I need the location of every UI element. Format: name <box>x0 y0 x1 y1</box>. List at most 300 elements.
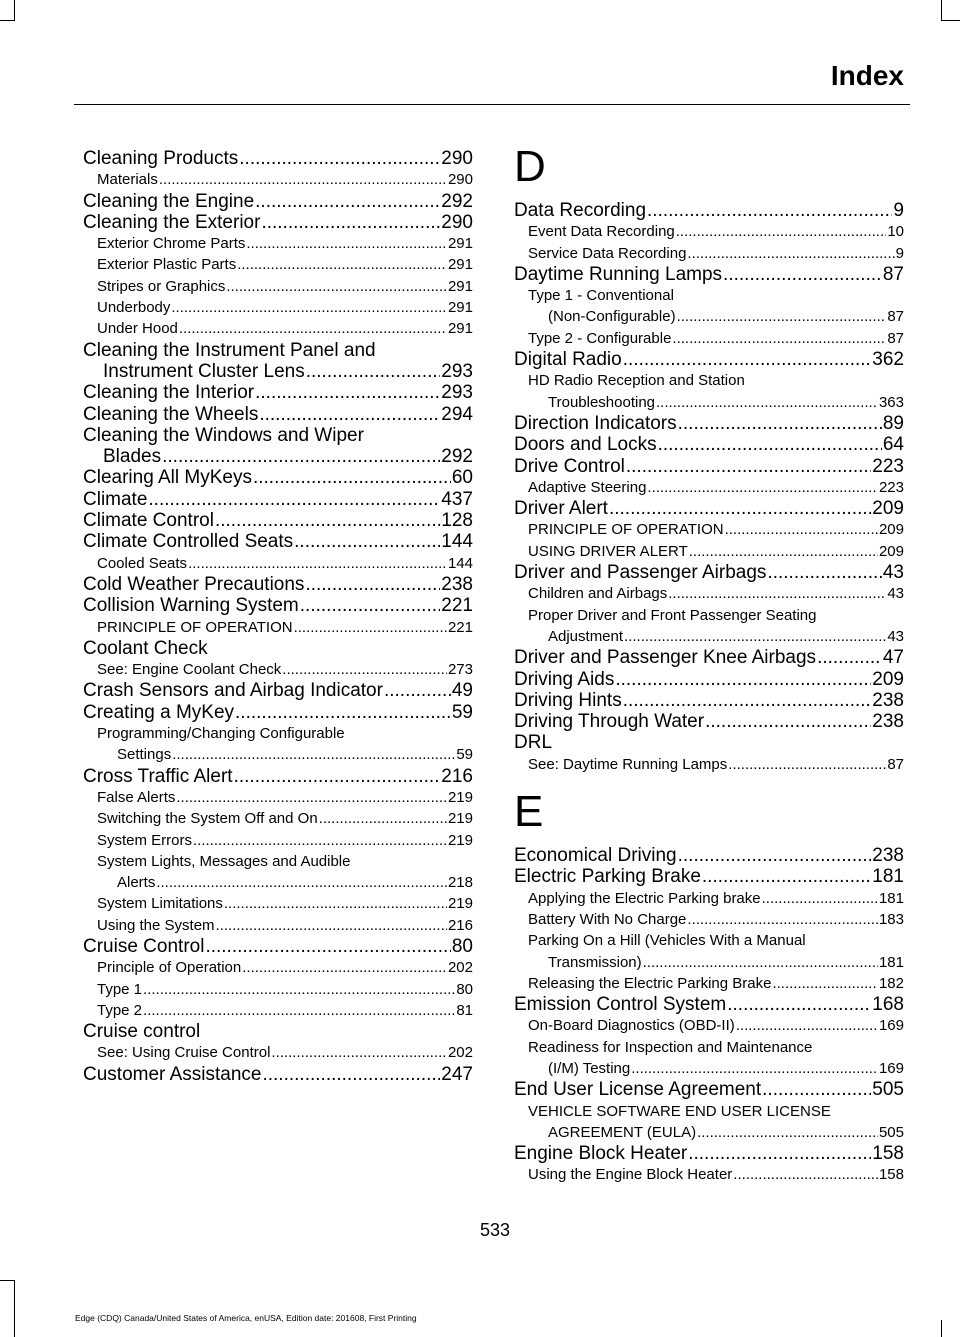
dot-leader <box>171 297 447 318</box>
dot-leader <box>762 1079 871 1100</box>
index-entry <box>514 264 904 285</box>
entry-page-ref[interactable]: 223 <box>878 478 904 496</box>
dot-leader <box>727 994 871 1015</box>
entry-term: Stripes or Graphics <box>97 277 226 295</box>
entry-page-ref[interactable]: 209 <box>872 498 904 520</box>
entry-term: See: Engine Coolant Check <box>97 661 282 679</box>
dot-leader <box>305 574 440 595</box>
entry-page-ref[interactable]: 209 <box>878 521 904 539</box>
entry-term: Exterior Chrome Parts <box>97 235 246 253</box>
entry-term: Service Data Recording <box>528 244 687 262</box>
dot-leader <box>148 489 440 510</box>
entry-page-ref[interactable]: 238 <box>872 689 904 711</box>
dot-leader <box>143 979 455 1000</box>
dot-leader <box>624 626 886 647</box>
dot-leader <box>294 531 440 552</box>
dot-leader <box>626 456 871 477</box>
dot-leader <box>262 1064 440 1085</box>
entry-page-ref[interactable]: 87 <box>887 308 904 326</box>
entry-term: Driving Hints <box>514 689 622 711</box>
index-subentry <box>83 1000 473 1021</box>
index-subentry <box>83 957 473 978</box>
entry-term: Customer Assistance <box>83 1063 262 1085</box>
edition-footer: Edge (CDQ) Canada/United States of America, enUSA, Edition date: 201608, First Printing <box>75 1313 417 1323</box>
dot-leader <box>658 434 882 455</box>
index-entry <box>83 467 473 488</box>
page-title: Index <box>830 60 904 91</box>
index-entry <box>83 680 473 701</box>
index-subentry <box>514 754 904 775</box>
entry-page-ref[interactable]: 291 <box>447 299 473 317</box>
index-entry <box>514 200 904 221</box>
entry-page-ref[interactable]: 81 <box>456 1001 473 1019</box>
dot-leader <box>643 952 878 973</box>
entry-page-ref[interactable]: 218 <box>447 874 473 892</box>
index-entry <box>83 404 473 425</box>
dot-leader <box>705 711 871 732</box>
dot-leader <box>647 477 878 498</box>
entry-page-ref[interactable]: 43 <box>887 585 904 603</box>
index-subentry <box>83 744 473 765</box>
index-subentry <box>514 306 904 327</box>
index-entry <box>83 446 473 467</box>
entry-page-ref[interactable]: 292 <box>441 446 473 468</box>
entry-term: Blades <box>103 446 162 468</box>
entry-page-ref[interactable]: 182 <box>878 974 904 992</box>
entry-page-ref[interactable]: 290 <box>447 171 473 189</box>
dot-leader <box>215 510 440 531</box>
entry-page-ref[interactable]: 144 <box>441 531 473 553</box>
dot-leader <box>676 221 887 242</box>
entry-page-ref[interactable]: 169 <box>878 1017 904 1035</box>
index-entry <box>514 413 904 434</box>
dot-leader <box>702 866 871 887</box>
entry-term: Driver and Passenger Airbags <box>514 562 767 584</box>
crop-mark-top-left <box>0 20 15 21</box>
dot-leader <box>647 200 892 221</box>
dot-leader <box>615 669 871 690</box>
entry-term: AGREEMENT (EULA) <box>548 1123 697 1141</box>
entry-term: On-Board Diagnostics (OBD-II) <box>528 1017 735 1035</box>
entry-page-ref[interactable]: 219 <box>447 831 473 849</box>
entry-term: Climate <box>83 488 148 510</box>
entry-page-ref[interactable]: 183 <box>878 910 904 928</box>
index-subentry <box>514 1164 904 1185</box>
entry-page-ref[interactable]: 223 <box>872 455 904 477</box>
entry-page-ref[interactable]: 293 <box>441 360 473 382</box>
entry-page-ref[interactable]: 128 <box>441 510 473 532</box>
entry-page-ref[interactable]: 216 <box>441 765 473 787</box>
index-subentry <box>83 254 473 275</box>
entry-term: Applying the Electric Parking brake <box>528 889 761 907</box>
dot-leader <box>239 148 440 169</box>
entry-term: See: Using Cruise Control <box>97 1044 271 1062</box>
index-entry <box>514 690 904 711</box>
index-entry <box>83 936 473 957</box>
index-entry <box>83 766 473 787</box>
dot-leader <box>237 254 447 275</box>
index-subentry <box>514 1015 904 1036</box>
entry-term: Adaptive Steering <box>528 478 647 496</box>
index-subheading: VEHICLE SOFTWARE END USER LICENSE <box>528 1102 831 1120</box>
entry-page-ref[interactable]: 158 <box>872 1143 904 1165</box>
entry-page-ref[interactable]: 60 <box>451 467 473 489</box>
entry-page-ref[interactable]: 47 <box>882 647 904 669</box>
entry-page-ref[interactable]: 291 <box>447 256 473 274</box>
entry-term: Type 2 <box>97 1001 143 1019</box>
entry-page-ref[interactable]: 294 <box>441 403 473 425</box>
entry-page-ref[interactable]: 290 <box>441 211 473 233</box>
index-entry <box>83 361 473 382</box>
index-heading: Cleaning the Windows and Wiper <box>83 424 364 446</box>
index-entry <box>83 1064 473 1085</box>
entry-page-ref[interactable]: 505 <box>878 1123 904 1141</box>
entry-page-ref[interactable]: 247 <box>441 1063 473 1085</box>
dot-leader <box>172 744 455 765</box>
index-entry <box>83 148 473 169</box>
dot-leader <box>300 595 441 616</box>
entry-term: Cleaning the Interior <box>83 382 255 404</box>
index-entry <box>514 1143 904 1164</box>
entry-page-ref[interactable]: 219 <box>447 895 473 913</box>
entry-term: Doors and Locks <box>514 434 657 456</box>
entry-page-ref[interactable]: 293 <box>441 382 473 404</box>
index-subentry <box>514 243 904 264</box>
dot-leader <box>242 957 447 978</box>
index-subheading: Programming/Changing Configurable <box>97 725 345 743</box>
index-subentry <box>514 541 904 562</box>
entry-term: Type 2 - Configurable <box>528 329 672 347</box>
entry-page-ref[interactable]: 292 <box>441 190 473 212</box>
index-heading: DRL <box>514 732 553 754</box>
dot-leader <box>282 659 447 680</box>
index-subentry <box>514 973 904 994</box>
index-subentry <box>514 888 904 909</box>
entry-page-ref[interactable]: 168 <box>872 994 904 1016</box>
dot-leader <box>609 498 871 519</box>
dot-leader <box>672 328 886 349</box>
entry-term: Crash Sensors and Airbag Indicator <box>83 680 383 702</box>
entry-page-ref[interactable]: 59 <box>451 701 473 723</box>
dot-leader <box>224 893 447 914</box>
entry-term: Digital Radio <box>514 349 622 371</box>
index-entry <box>83 212 473 233</box>
index-subentry <box>83 553 473 574</box>
entry-term: Emission Control System <box>514 994 727 1016</box>
dot-leader <box>188 553 447 574</box>
entry-page-ref[interactable]: 290 <box>441 148 473 169</box>
entry-term: Principle of Operation <box>97 959 242 977</box>
entry-term: Underbody <box>97 299 171 317</box>
page-number: 533 <box>479 1220 511 1240</box>
dot-leader <box>143 1000 455 1021</box>
dot-leader <box>255 382 440 403</box>
entry-term: Children and Airbags <box>528 585 668 603</box>
entry-term: Releasing the Electric Parking Brake <box>528 974 772 992</box>
dot-leader <box>384 680 451 701</box>
entry-term: See: Daytime Running Lamps <box>528 755 728 773</box>
entry-term: Under Hood <box>97 320 178 338</box>
entry-page-ref[interactable]: 209 <box>878 542 904 560</box>
entry-page-ref[interactable]: 181 <box>878 953 904 971</box>
entry-page-ref[interactable]: 9 <box>893 200 904 221</box>
crop-mark-bottom-right <box>941 1320 942 1337</box>
entry-page-ref[interactable]: 202 <box>447 959 473 977</box>
index-subheading: Parking On a Hill (Vehicles With a Manual <box>528 932 806 950</box>
index-entry <box>83 510 473 531</box>
entry-page-ref[interactable]: 89 <box>882 412 904 434</box>
entry-term: Type 1 <box>97 980 143 998</box>
entry-term: Cleaning the Exterior <box>83 211 261 233</box>
index-entry <box>514 994 904 1015</box>
entry-term: Alerts <box>117 874 156 892</box>
entry-term: PRINCIPLE OF OPERATION <box>528 521 724 539</box>
entry-term: Exterior Plastic Parts <box>97 256 237 274</box>
entry-page-ref[interactable]: 181 <box>872 866 904 888</box>
entry-term: Daytime Running Lamps <box>514 263 723 285</box>
dot-leader <box>725 519 878 540</box>
entry-term: (I/M) Testing <box>548 1059 631 1077</box>
crop-mark-top-right <box>941 20 960 21</box>
index-heading: Cruise control <box>83 1021 201 1043</box>
entry-term: System Errors <box>97 831 193 849</box>
index-subentry <box>514 909 904 930</box>
dot-leader <box>623 690 872 711</box>
entry-term: Electric Parking Brake <box>514 866 701 888</box>
index-entry <box>514 434 904 455</box>
entry-term: Switching the System Off and On <box>97 810 318 828</box>
entry-term: Collision Warning System <box>83 595 299 617</box>
index-heading: Cleaning the Instrument Panel and <box>83 339 376 361</box>
index-entry <box>83 702 473 723</box>
index-subentry <box>83 617 473 638</box>
entry-page-ref[interactable]: 202 <box>447 1044 473 1062</box>
dot-leader <box>156 872 447 893</box>
dot-leader <box>772 973 878 994</box>
dot-leader <box>176 787 447 808</box>
dot-leader <box>688 1143 871 1164</box>
entry-page-ref[interactable]: 291 <box>447 277 473 295</box>
index-entry <box>514 349 904 370</box>
dot-leader <box>689 541 878 562</box>
index-subentry <box>83 659 473 680</box>
entry-page-ref[interactable]: 238 <box>872 711 904 733</box>
index-entry <box>514 562 904 583</box>
entry-term: Using the Engine Block Heater <box>528 1166 733 1184</box>
dot-leader <box>261 212 440 233</box>
entry-term: Creating a MyKey <box>83 701 235 723</box>
index-subentry <box>514 583 904 604</box>
dot-leader <box>319 808 447 829</box>
entry-page-ref[interactable]: 505 <box>872 1079 904 1101</box>
index-entry <box>514 1079 904 1100</box>
entry-term: PRINCIPLE OF OPERATION <box>97 618 293 636</box>
entry-page-ref[interactable]: 80 <box>451 935 473 957</box>
index-entry <box>83 595 473 616</box>
index-entry <box>514 647 904 668</box>
entry-page-ref[interactable]: 363 <box>878 393 904 411</box>
index-subentry <box>514 392 904 413</box>
entry-term: Climate Controlled Seats <box>83 531 294 553</box>
entry-term: Battery With No Charge <box>528 910 687 928</box>
entry-page-ref[interactable]: 43 <box>887 627 904 645</box>
index-entry <box>514 845 904 866</box>
entry-term: Cleaning the Engine <box>83 190 255 212</box>
entry-page-ref[interactable]: 87 <box>887 329 904 347</box>
entry-page-ref[interactable]: 169 <box>878 1059 904 1077</box>
entry-term: Direction Indicators <box>514 412 677 434</box>
index-entry <box>514 498 904 519</box>
index-subheading: Type 1 - Conventional <box>528 287 674 305</box>
entry-term: Driving Aids <box>514 668 615 690</box>
entry-page-ref[interactable]: 59 <box>456 746 473 764</box>
index-subentry <box>83 297 473 318</box>
entry-term: Drive Control <box>514 455 625 477</box>
dot-leader <box>259 404 440 425</box>
dot-leader <box>728 754 886 775</box>
entry-page-ref[interactable]: 219 <box>447 810 473 828</box>
entry-page-ref[interactable]: 209 <box>872 668 904 690</box>
index-entry <box>514 669 904 690</box>
entry-term: Instrument Cluster Lens <box>103 360 305 382</box>
entry-term: Driver Alert <box>514 498 608 520</box>
entry-page-ref[interactable]: 158 <box>878 1166 904 1184</box>
index-subentry <box>83 276 473 297</box>
index-subentry <box>83 915 473 936</box>
index-entry <box>83 574 473 595</box>
dot-leader <box>216 915 447 936</box>
entry-term: Troubleshooting <box>548 393 656 411</box>
dot-leader <box>205 936 450 957</box>
section-letter: E <box>514 787 544 837</box>
index-subentry <box>83 872 473 893</box>
dot-leader <box>631 1058 878 1079</box>
index-subentry <box>514 952 904 973</box>
index-subentry <box>514 221 904 242</box>
index-column-right <box>514 142 904 1186</box>
entry-term: Cross Traffic Alert <box>83 765 233 787</box>
dot-leader <box>736 1015 878 1036</box>
dot-leader <box>668 583 886 604</box>
index-entry <box>514 456 904 477</box>
dot-leader <box>179 318 447 339</box>
dot-leader <box>235 702 451 723</box>
entry-term: Climate Control <box>83 510 214 532</box>
dot-leader <box>817 647 882 668</box>
dot-leader <box>253 467 451 488</box>
dot-leader <box>656 392 878 413</box>
entry-term: Data Recording <box>514 200 647 221</box>
entry-page-ref[interactable]: 87 <box>882 263 904 285</box>
entry-page-ref[interactable]: 181 <box>878 889 904 907</box>
index-heading: Coolant Check <box>83 637 208 659</box>
index-column-left <box>83 148 473 1085</box>
entry-term: End User License Agreement <box>514 1079 762 1101</box>
index-subentry <box>83 233 473 254</box>
dot-leader <box>246 233 447 254</box>
dot-leader <box>687 909 878 930</box>
entry-page-ref[interactable]: 437 <box>441 488 473 510</box>
entry-page-ref[interactable]: 238 <box>872 845 904 867</box>
dot-leader <box>159 169 447 190</box>
index-subentry <box>83 1042 473 1063</box>
entry-term: Cleaning Products <box>83 148 239 169</box>
entry-term: Cruise Control <box>83 935 205 957</box>
dot-leader <box>677 306 887 327</box>
entry-page-ref[interactable]: 291 <box>447 235 473 253</box>
entry-page-ref[interactable]: 144 <box>447 554 473 572</box>
entry-page-ref[interactable]: 9 <box>895 244 904 262</box>
entry-page-ref[interactable]: 221 <box>447 618 473 636</box>
entry-page-ref[interactable]: 64 <box>882 434 904 456</box>
crop-mark-top-left <box>14 0 15 20</box>
entry-page-ref[interactable]: 273 <box>447 661 473 679</box>
entry-term: Event Data Recording <box>528 223 675 241</box>
index-entry <box>514 866 904 887</box>
entry-term: Settings <box>117 746 172 764</box>
entry-term: False Alerts <box>97 788 176 806</box>
index-subentry <box>514 626 904 647</box>
entry-term: Cleaning the Wheels <box>83 403 259 425</box>
dot-leader <box>723 264 882 285</box>
entry-page-ref[interactable]: 87 <box>887 755 904 773</box>
entry-term: Adjustment <box>548 627 624 645</box>
entry-page-ref[interactable]: 43 <box>882 562 904 584</box>
index-subheading: Readiness for Inspection and Maintenance <box>528 1038 813 1056</box>
entry-page-ref[interactable]: 10 <box>887 223 904 241</box>
dot-leader <box>767 562 881 583</box>
index-subentry <box>83 893 473 914</box>
entry-term: (Non-Configurable) <box>548 308 676 326</box>
index-subheading: System Lights, Messages and Audible <box>97 852 351 870</box>
entry-page-ref[interactable]: 238 <box>441 573 473 595</box>
entry-page-ref[interactable]: 80 <box>456 980 473 998</box>
index-subentry <box>83 979 473 1000</box>
entry-page-ref[interactable]: 219 <box>447 788 473 806</box>
index-subentry <box>514 1122 904 1143</box>
dot-leader <box>678 413 882 434</box>
entry-page-ref[interactable]: 221 <box>441 595 473 617</box>
index-entry <box>83 191 473 212</box>
index-subentry <box>514 328 904 349</box>
dot-leader <box>623 349 872 370</box>
dot-leader <box>234 766 441 787</box>
dot-leader <box>762 888 878 909</box>
entry-page-ref[interactable]: 362 <box>872 349 904 371</box>
dot-leader <box>697 1122 878 1143</box>
index-entry <box>83 531 473 552</box>
index-subheading: Proper Driver and Front Passenger Seating <box>528 606 817 624</box>
entry-page-ref[interactable]: 49 <box>451 680 473 702</box>
entry-term: USING DRIVER ALERT <box>528 542 688 560</box>
dot-leader <box>687 243 894 264</box>
dot-leader <box>271 1042 447 1063</box>
entry-term: Engine Block Heater <box>514 1143 688 1165</box>
index-subentry <box>514 519 904 540</box>
index-entry <box>514 711 904 732</box>
dot-leader <box>226 276 447 297</box>
header-rule <box>74 104 910 105</box>
crop-mark-bottom-left <box>0 1280 15 1281</box>
entry-page-ref[interactable]: 291 <box>447 320 473 338</box>
entry-page-ref[interactable]: 216 <box>447 916 473 934</box>
index-subentry <box>83 169 473 190</box>
dot-leader <box>255 191 440 212</box>
entry-term: Clearing All MyKeys <box>83 467 252 489</box>
index-entry <box>83 489 473 510</box>
index-entry <box>83 382 473 403</box>
index-subheading: HD Radio Reception and Station <box>528 372 745 390</box>
